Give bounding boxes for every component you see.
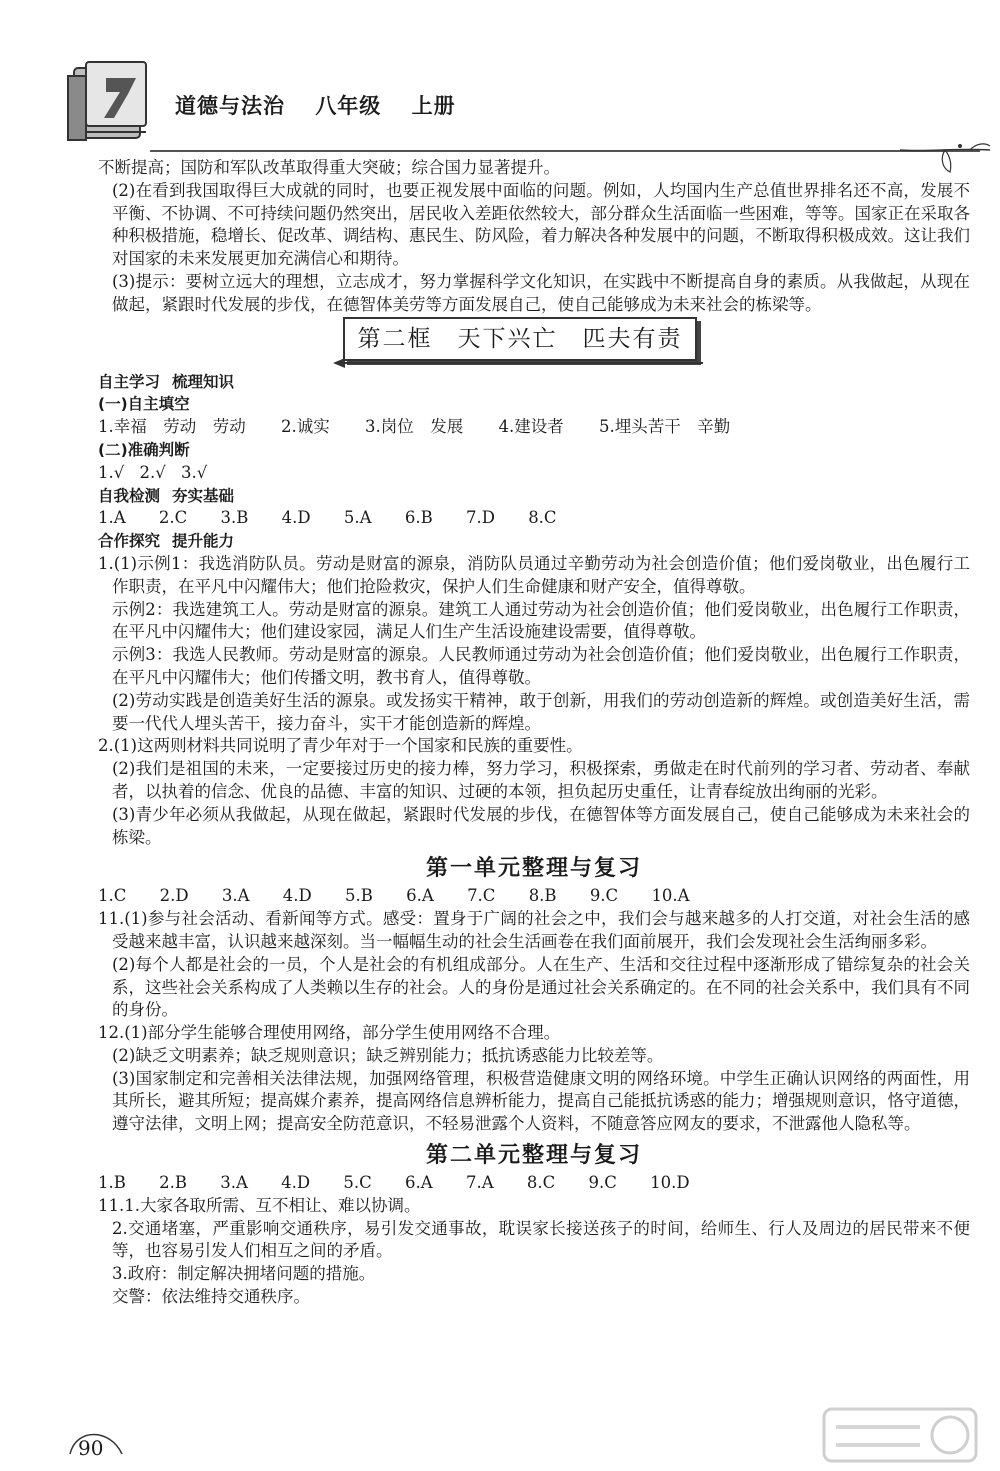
answer-item: 4.D <box>281 1173 311 1193</box>
section-heading: 自我检测 夯实基础 <box>98 486 235 505</box>
answer-item: 8.C <box>528 508 557 528</box>
answer-item: 8.B <box>528 886 557 906</box>
answer-list <box>98 462 970 485</box>
answer-item: 5.C <box>343 1173 372 1193</box>
answer-item: 2.√ <box>139 462 166 482</box>
paragraph: 11.1.大家各取所需、互不相让、难以协调。 <box>98 1195 421 1215</box>
answer-item: 6.A <box>406 886 434 906</box>
answer-item: 1.A <box>98 508 126 528</box>
section-heading: 合作探究 提升能力 <box>98 532 235 551</box>
answer-item: 7.A <box>465 1173 494 1193</box>
answer-item: 4.D <box>282 886 312 906</box>
paragraph: 2.交通堵塞，严重影响交通秩序，易引发交通事故，耽误家长接送孩子的时间，给师生、行人及周边的居民带来不便等，也容易引发人们相互之间的矛盾。 <box>112 1218 970 1261</box>
paragraph: 示例2：我选建筑工人。劳动是财富的源泉。建筑工人通过劳动为社会创造价值；他们爱岗敬业，出色履行工作职责，在平凡中闪耀伟大；他们建设家园，满足人们生产生活设施建设需要，值得尊敬。 <box>112 599 970 642</box>
watermark-logo-icon <box>820 1405 980 1465</box>
paragraph: 3.政府：制定解决拥堵问题的措施。 <box>112 1264 376 1284</box>
answer-list <box>98 507 970 530</box>
section-heading: 自主学习 梳理知识 <box>98 372 235 391</box>
answer-item: 1.√ <box>98 462 125 482</box>
paragraph: (2)每个人都是社会的一员，个人是社会的有机组成部分。人在生产、生活和交往过程中逐渐形成了错综复杂的社会关系，这些社会关系构成了人类赖以生存的社会。人的身份是通过社会关系确定的。在不同的社会关系中，我们具有不同的身份。 <box>112 954 970 1020</box>
header-rule <box>150 150 980 152</box>
paragraph: 1.(1)示例1：我选消防队员。劳动是财富的源泉，消防队员通过辛勤劳动为社会创造价值；他们爱岗敬业，出色履行工作职责，在平凡中闪耀伟大；他们抢险救灾，保护人们生命健康和财产安全，值得尊敬。 <box>98 553 970 596</box>
frame-title-block <box>98 317 970 371</box>
answer-item: 4.D <box>281 508 311 528</box>
answer-item: 5.埋头苦干 辛勤 <box>599 417 731 437</box>
paragraph: 11.(1)参与社会活动、看新闻等方式。感受：置身于广阔的社会之中，我们会与越来越多的人打交道，对社会生活的感受越来越丰富，认识越来越深刻。当一幅幅生动的社会生活画卷在我们面前展开，我们会发现社会生活绚丽多彩。 <box>98 909 970 951</box>
subsection-heading: (二)准确判断 <box>98 440 190 459</box>
book-grade: 八年级 <box>315 93 382 118</box>
answer-item: 2.B <box>159 1173 187 1193</box>
answer-item: 7.D <box>465 508 495 528</box>
unit-heading: 第二单元整理与复习 <box>425 1142 642 1169</box>
book-volume: 上册 <box>411 93 456 118</box>
paragraph: 交警：依法维持交通秩序。 <box>112 1287 310 1307</box>
answer-item: 8.C <box>526 1173 556 1193</box>
answer-item: 5.A <box>343 508 372 528</box>
answer-item: 9.C <box>589 886 619 906</box>
arrow-left-icon <box>333 357 703 369</box>
paragraph: 12.(1)部分学生能够合理使用网络，部分学生使用网络不合理。 <box>98 1023 561 1043</box>
answer-item: 6.B <box>404 508 433 528</box>
answer-item: 4.建设者 <box>498 417 564 437</box>
paragraph: (2)缺乏文明素养；缺乏规则意识；缺乏辨别能力；抵抗诱惑能力比较差等。 <box>112 1045 664 1065</box>
answer-item: 5.B <box>345 886 373 906</box>
answer-item: 10.A <box>651 886 690 906</box>
paragraph: (3)提示：要树立远大的理想，立志成才，努力掌握科学文化知识，在实践中不断提高自身的素质。从我做起，从现在做起，紧跟时代发展的步伐，在德智体美劳等方面发展自己，使自己能够成为未来社会的栋梁等。 <box>112 271 970 314</box>
answer-item: 7.C <box>467 886 496 906</box>
answer-item: 1.幸福 劳动 劳动 <box>98 417 246 437</box>
book-subject: 道德与法治 <box>175 93 285 118</box>
answer-item: 3.A <box>220 1173 248 1193</box>
answer-content <box>98 157 970 1309</box>
book-title <box>175 90 478 120</box>
subsection-heading: (一)自主填空 <box>98 395 190 414</box>
answer-list <box>98 416 970 439</box>
paragraph: (2)我们是祖国的未来，一定要接过历史的接力棒，努力学习，积极探索，勇做走在时代前列的学习者、劳动者、奉献者，以执着的信念、优良的品德、丰富的知识、过硬的本领，担负起历史重任，让青春绽放出绚丽的光彩。 <box>112 759 970 801</box>
answer-item: 2.D <box>159 886 189 906</box>
answer-item: 3.岗位 发展 <box>365 417 464 437</box>
answer-item: 9.C <box>588 1173 617 1193</box>
answer-item: 3.√ <box>181 462 208 482</box>
paragraph: (3)国家制定和完善相关法律法规，加强网络管理，积极营造健康文明的网络环境。中学生正确认识网络的两面性，用其所长，避其所短；提高媒介素养，提高网络信息辨析能力，提高自己能抵抗诱惑的能力；增强规则意识，恪守道德，遵守法律，文明上网；提高安全防范意识，不轻易泄露个人资料，不随意答应网友的要求，不泄露他人隐私等。 <box>112 1068 970 1134</box>
answer-item: 1.B <box>98 1173 126 1193</box>
answer-list <box>98 1172 970 1195</box>
answer-item: 3.B <box>220 508 249 528</box>
paragraph: (2)在看到我国取得巨大成就的同时，也要正视发展中面临的问题。例如，人均国内生产总值世界排名还不高，发展不平衡、不协调、不可持续问题仍然突出，居民收入差距依然较大，部分群众生活面临一些困难，等等。国家正在采取各种积极措施，稳增长、促改革、调结构、惠民生、防风险，着力解决各种发展中的问题，不断取得积极成效。这让我们对国家的未来发展更加充满信心和期待。 <box>112 180 970 269</box>
page-number: 90 <box>78 1436 104 1460</box>
answer-item: 3.A <box>221 886 250 906</box>
paragraph: (2)劳动实践是创造美好生活的源泉。或发扬实干精神，敢于创新，用我们的劳动创造新的辉煌。或创造美好生活，需要一代代人埋头苦干，接力奋斗，实干才能创造新的辉煌。 <box>112 690 970 733</box>
answer-item: 1.C <box>98 886 127 906</box>
frame-title: 第二框 天下兴亡 匹夫有责 <box>343 317 697 361</box>
answer-item: 2.诚实 <box>281 417 330 437</box>
page-header <box>0 0 1000 160</box>
answer-list <box>98 885 970 908</box>
book-stack-icon <box>66 58 152 146</box>
paragraph: 2.(1)这两则材料共同说明了青少年对于一个国家和民族的重要性。 <box>98 736 583 756</box>
answer-item: 6.A <box>405 1173 433 1193</box>
paragraph: 不断提高；国防和军队改革取得重大突破；综合国力显著提升。 <box>98 158 560 177</box>
answer-item: 2.C <box>158 508 188 528</box>
unit-heading: 第一单元整理与复习 <box>425 855 642 882</box>
paragraph: (3)青少年必须从我做起，从现在做起，紧跟时代发展的步伐，在德智体等方面发展自己，使自己能够成为未来社会的栋梁。 <box>112 804 970 847</box>
answer-item: 10.D <box>650 1173 690 1193</box>
paragraph: 示例3：我选人民教师。劳动是财富的源泉。人民教师通过劳动为社会创造价值；他们爱岗敬业，出色履行工作职责，在平凡中闪耀伟大；他们传播文明，教书育人，值得尊敬。 <box>112 645 970 687</box>
